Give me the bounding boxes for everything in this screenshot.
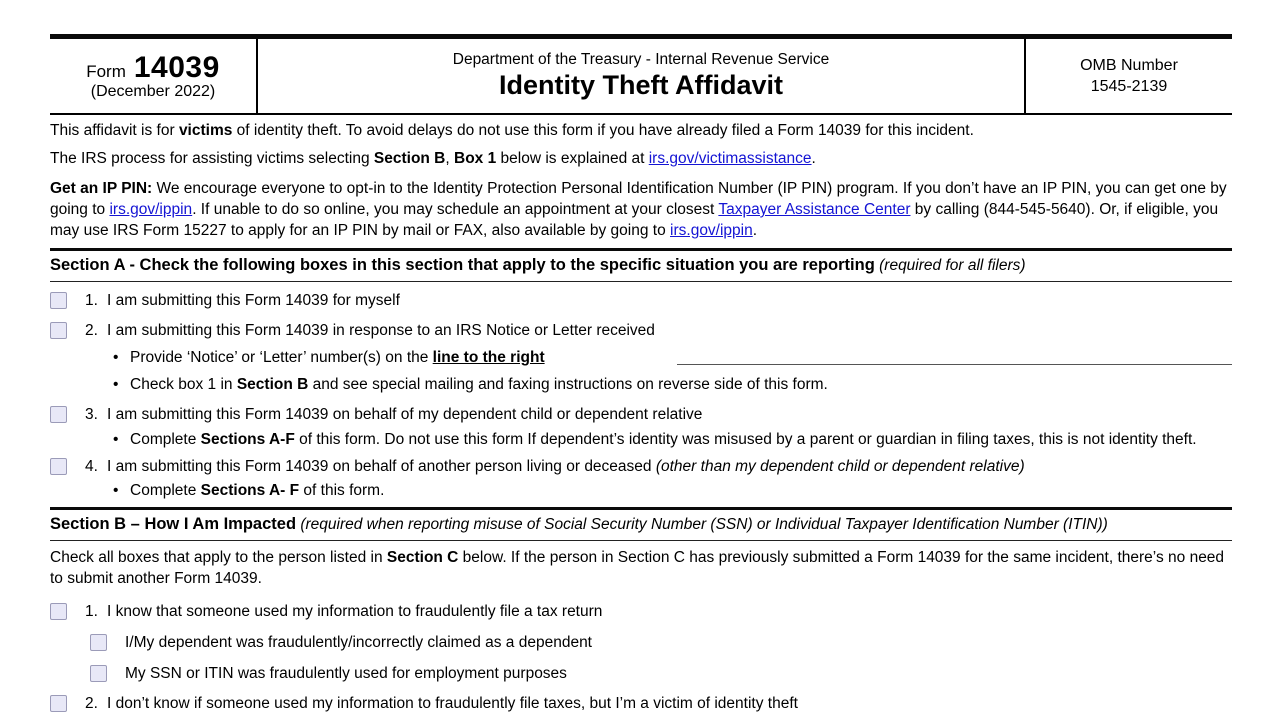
bullet-dot: • bbox=[113, 431, 119, 448]
section-b-item-2: 2. I don’t know if someone used my information to fraudulently file taxes, but I’m a victim of identity theft bbox=[50, 694, 1232, 714]
section-b-item-1b: My SSN or ITIN was fraudulently used for employment purposes bbox=[90, 664, 1232, 684]
section-b-checkbox-1b[interactable] bbox=[90, 665, 107, 682]
section-a-checkbox-3[interactable] bbox=[50, 406, 67, 423]
form-number-cell bbox=[50, 39, 258, 113]
ippin-link-2[interactable]: irs.gov/ippin bbox=[670, 222, 753, 239]
section-b-checkbox-2[interactable] bbox=[50, 695, 67, 712]
form-number: 14039 bbox=[133, 51, 220, 84]
section-b-intro: Check all boxes that apply to the person listed in Section C below. If the person in Section C has previously submitted a Form 14039 for the same incident, there’s no need to submit another Form 14039. bbox=[50, 549, 1225, 587]
taxpayer-assistance-center-link[interactable]: Taxpayer Assistance Center bbox=[718, 201, 911, 218]
check-box1-bullet: • Check box 1 in Section B and see special mailing and faxing instructions on reverse side of this form. bbox=[113, 376, 828, 393]
section-a-item-2: 2. I am submitting this Form 14039 in response to an IRS Notice or Letter received bbox=[50, 321, 1232, 341]
section-b-item-1a: I/My dependent was fraudulently/incorrectly claimed as a dependent bbox=[90, 633, 1232, 653]
agency-line: Department of the Treasury - Internal Revenue Service bbox=[452, 51, 830, 68]
affidavit-notice-line: This affidavit is for victims of identity theft. To avoid delays do not use this form if you have already filed a Form 14039 for this incident. bbox=[50, 122, 974, 139]
victim-assistance-link[interactable]: irs.gov/victimassistance bbox=[648, 150, 812, 167]
form-title-cell bbox=[258, 39, 1024, 113]
form-14039-page bbox=[0, 34, 1280, 720]
notice-letter-number-line[interactable] bbox=[677, 347, 1232, 365]
section-a-item-4: 4. I am submitting this Form 14039 on behalf of another person living or deceased (other than my dependent child or dependent relative) bbox=[50, 457, 1232, 477]
section-a-header: Section A - Check the following boxes in this section that apply to the specific situation you are reporting (required for all filers) bbox=[50, 251, 1232, 282]
bullet-dot: • bbox=[113, 482, 119, 499]
form-header bbox=[50, 39, 1232, 115]
notice-number-bullet: • Provide ‘Notice’ or ‘Letter’ number(s) on the line to the right bbox=[113, 347, 1232, 368]
section-a-checkbox-4[interactable] bbox=[50, 458, 67, 475]
ippin-link[interactable]: irs.gov/ippin bbox=[109, 201, 193, 218]
complete-sections-bullet: • Complete Sections A-F of this form. Do not use this form If dependent’s identity was misused by a parent or guardian in filing taxes, this is not identity theft. bbox=[113, 431, 1197, 448]
omb-number: 1545-2139 bbox=[1090, 78, 1168, 95]
section-b-checkbox-1a[interactable] bbox=[90, 634, 107, 651]
process-line: The IRS process for assisting victims selecting Section B, Box 1 below is explained at irs.gov/victimassistance. bbox=[50, 150, 816, 167]
complete-sections-bullet-2: • Complete Sections A- F of this form. bbox=[113, 482, 385, 499]
section-b-item-1: 1. I know that someone used my information to fraudulently file a tax return bbox=[50, 602, 1232, 622]
ippin-paragraph: Get an IP PIN: We encourage everyone to opt-in to the Identity Protection Personal Identification Number (IP PIN) program. If you don’t have an IP PIN, you can get one by going to irs.gov/ippin. If unable to do so online, you may schedule an appointment at your closest Taxpayer Assistance Center by calling (844-545-5640). Or, if eligible, you may use IRS Form 15227 to apply for an IP PIN by mail or FAX, also available by going to irs.gov/ippin. bbox=[50, 180, 1227, 239]
section-b-header: Section B – How I Am Impacted (required when reporting misuse of Social Security Number (SSN) or Individual Taxpayer Identification Number (ITIN)) bbox=[50, 510, 1232, 541]
section-a-item-3: 3. I am submitting this Form 14039 on behalf of my dependent child or dependent relative bbox=[50, 405, 1232, 425]
form-label: Form bbox=[86, 62, 126, 81]
bullet-dot: • bbox=[113, 349, 119, 366]
section-a-checkbox-1[interactable] bbox=[50, 292, 67, 309]
section-a-item-1: 1. I am submitting this Form 14039 for myself bbox=[50, 291, 1232, 311]
form-revision: (December 2022) bbox=[90, 83, 216, 100]
page-title: Identity Theft Affidavit bbox=[499, 70, 783, 100]
bullet-dot: • bbox=[113, 376, 119, 393]
omb-cell bbox=[1024, 39, 1232, 113]
section-a-checkbox-2[interactable] bbox=[50, 322, 67, 339]
section-b-checkbox-1[interactable] bbox=[50, 603, 67, 620]
omb-label: OMB Number bbox=[1080, 57, 1178, 74]
